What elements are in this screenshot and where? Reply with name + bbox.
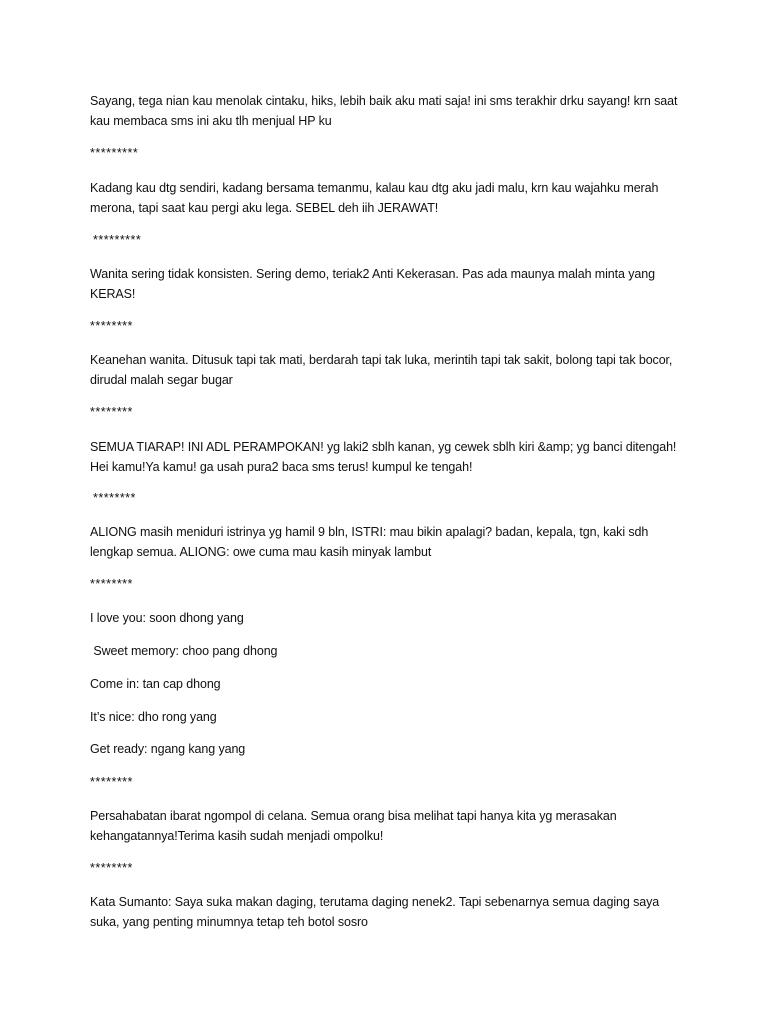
glossary-line-2: Sweet memory: choo pang dhong [90, 644, 278, 658]
separator-1: ********* [90, 146, 139, 160]
separator-5: ******** [93, 491, 136, 505]
glossary-line-4: It’s nice: dho rong yang [90, 710, 217, 724]
separator-6: ******** [90, 577, 133, 591]
separator-4: ******** [90, 405, 133, 419]
paragraph-4: Keanehan wanita. Ditusuk tapi tak mati, berdarah tapi tak luka, merintih tapi tak sakit, bolong tapi tak bocor, dirudal malah segar bugar [90, 353, 676, 387]
glossary-line-3: Come in: tan cap dhong [90, 677, 221, 691]
paragraph-6: ALIONG masih meniduri istrinya yg hamil 9 bln, ISTRI: mau bikin apalagi? badan, kepala, tgn, kaki sdh lengkap semua. ALIONG: owe cuma mau kasih minyak lambut [90, 525, 652, 559]
separator-2: ********* [93, 233, 142, 247]
paragraph-5: SEMUA TIARAP! INI ADL PERAMPOKAN! yg laki2 sblh kanan, yg cewek sblh kiri &amp; yg banci ditengah! Hei kamu!Ya kamu! ga usah pura2 baca sms terus! kumpul ke tengah! [90, 440, 680, 474]
paragraph-7: Persahabatan ibarat ngompol di celana. Semua orang bisa melihat tapi hanya kita yg merasakan kehangatannya!Terima kasih sudah menjadi ompolku! [90, 809, 620, 843]
glossary-line-1: I love you: soon dhong yang [90, 611, 244, 625]
separator-7: ******** [90, 775, 133, 789]
glossary-line-5: Get ready: ngang kang yang [90, 742, 246, 756]
paragraph-8: Kata Sumanto: Saya suka makan daging, terutama daging nenek2. Tapi sebenarnya semua daging saya suka, yang penting minumnya tetap teh botol sosro [90, 895, 663, 929]
paragraph-1: Sayang, tega nian kau menolak cintaku, hiks, lebih baik aku mati saja! ini sms terakhir drku sayang! krn saat kau membaca sms ini aku tlh menjual HP ku [90, 94, 681, 128]
separator-8: ******** [90, 861, 133, 875]
paragraph-3: Wanita sering tidak konsisten. Sering demo, teriak2 Anti Kekerasan. Pas ada maunya malah minta yang KERAS! [90, 267, 659, 301]
paragraph-2: Kadang kau dtg sendiri, kadang bersama temanmu, kalau kau dtg aku jadi malu, krn kau wajahku merah merona, tapi saat kau pergi aku lega. SEBEL deh iih JERAWAT! [90, 181, 662, 215]
separator-3: ******** [90, 319, 133, 333]
